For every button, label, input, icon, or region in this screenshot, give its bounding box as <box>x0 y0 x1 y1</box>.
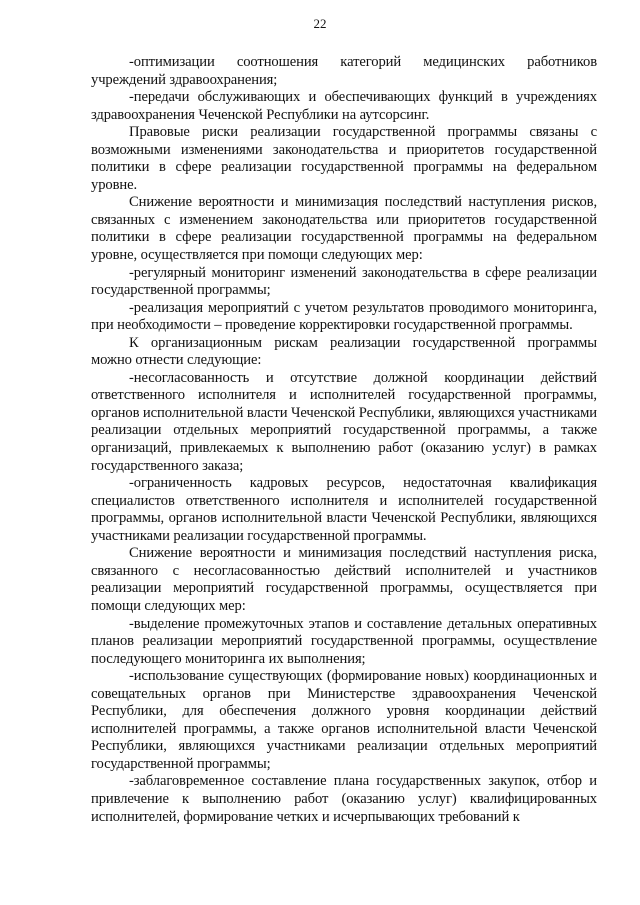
paragraph: К организационным рискам реализации государственной программы можно отнести следующие: <box>91 334 597 369</box>
paragraph: -использование существующих (формирование новых) координационных и совещательных органов при Министерстве здравоохранения Чеченской Республики, для обеспечения должного уровня координации действий исполнителей программы, а также органов исполнительной власти Чеченской Республики, являющихся участниками реализации отдельных мероприятий государственной программы; <box>91 668 597 772</box>
paragraph: -оптимизации соотношения категорий медицинских работников учреждений здравоохранения; <box>91 54 597 88</box>
paragraph: -ограниченность кадровых ресурсов, недостаточная квалификация специалистов ответственного исполнителя и исполнителей государственной программы, органов исполнительной власти Чеченской Республики, являющихся участниками реализации государственной программы. <box>91 475 597 544</box>
paragraph: -заблаговременное составление плана государственных закупок, отбор и привлечение к выполнению работ (оказанию услуг) квалифицированных исполнителей, формирование четких и исчерпывающих требований к <box>91 773 597 825</box>
paragraph: -выделение промежуточных этапов и составление детальных оперативных планов реализации мероприятий государственной программы, осуществление последующего мониторинга их выполнения; <box>91 615 597 667</box>
body-text <box>91 54 597 826</box>
paragraph: -несогласованность и отсутствие должной координации действий ответственного исполнителя и исполнителей государственной программы, органов исполнительной власти Чеченской Республики, являющихся участниками реализации отдельных мероприятий государственной программы, а также организаций, привлекаемых к выполнению работ (оказанию услуг) в рамках государственного заказа; <box>91 369 597 474</box>
paragraph: -реализация мероприятий с учетом результатов проводимого мониторинга, при необходимости – проведение корректировки государственной программы. <box>91 299 597 334</box>
paragraph: Снижение вероятности и минимизация последствий наступления рисков, связанных с изменением законодательства или приоритетов государственной политики в сфере реализации государственной программы на федеральном уровне, осуществляется при помощи следующих мер: <box>91 194 597 264</box>
paragraph: -передачи обслуживающих и обеспечивающих функций в учреждениях здравоохранения Чеченской Республики на аутсорсинг. <box>91 89 597 123</box>
paragraph: Снижение вероятности и минимизация последствий наступления риска, связанного с несогласованностью действий исполнителей и участников реализации мероприятий государственной программы, осуществляется при помощи следующих мер: <box>91 545 597 614</box>
paragraph: -регулярный мониторинг изменений законодательства в сфере реализации государственной программы; <box>91 264 597 299</box>
page-number: 22 <box>313 16 327 31</box>
paragraph: Правовые риски реализации государственной программы связаны с возможными изменениями законодательства и приоритетов государственной политики в сфере реализации государственной программы на федеральном уровне. <box>91 124 597 193</box>
